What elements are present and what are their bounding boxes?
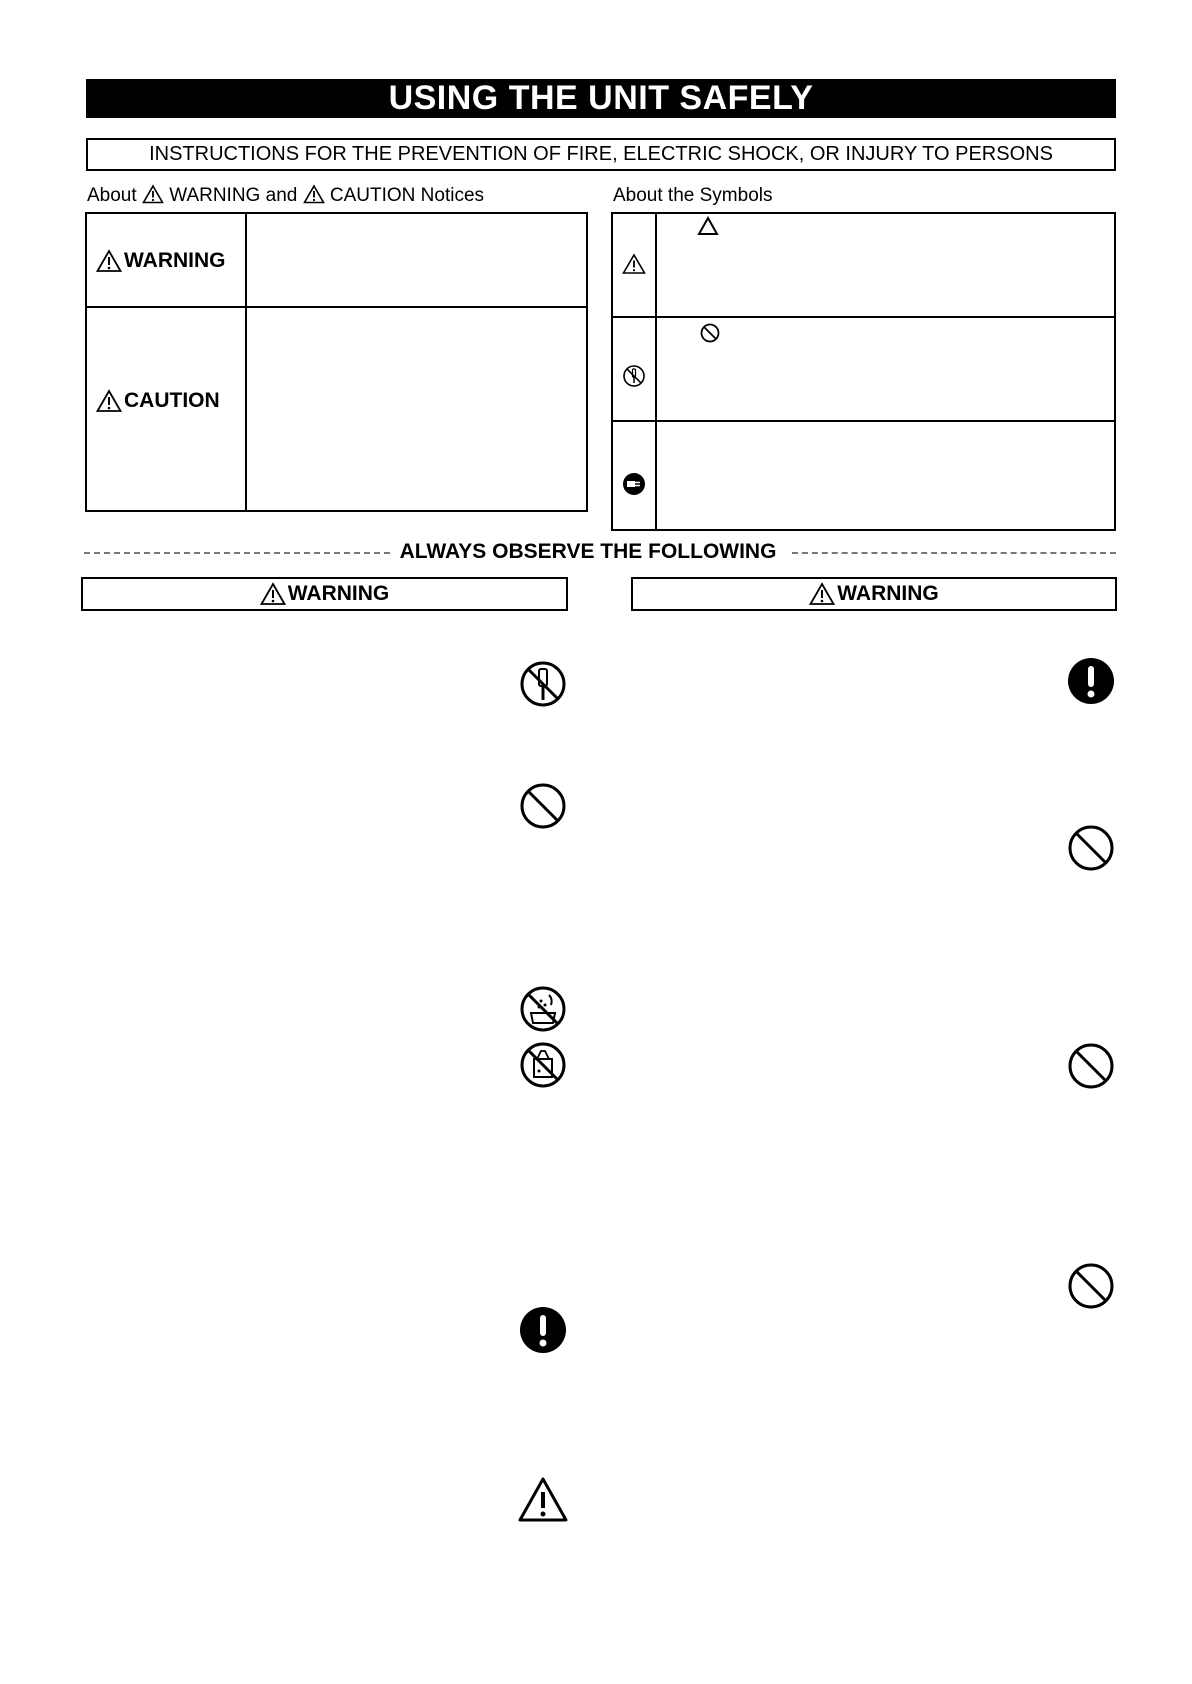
prohibited-icon (1067, 824, 1115, 872)
no-disassemble-small-icon (622, 364, 646, 388)
mandatory-exclamation-icon (1067, 657, 1115, 705)
prohibited-icon (519, 782, 567, 830)
caption-about: About (87, 185, 137, 206)
unplug-icon (622, 472, 646, 496)
notices-warning-cell (96, 248, 226, 274)
no-liquid-containers-icon (519, 1041, 567, 1089)
warning-triangle-icon (142, 184, 164, 204)
caption-notices: Notices (420, 185, 485, 206)
notices-caution-label: CAUTION (124, 389, 220, 412)
notices-caution-cell (96, 388, 220, 414)
symbols-caption: About the Symbols (613, 185, 773, 206)
caution-triangle-icon (303, 184, 325, 204)
warning-triangle-icon (809, 582, 835, 606)
no-water-splash-icon (519, 985, 567, 1033)
mandatory-exclamation-icon (519, 1306, 567, 1354)
page-title: USING THE UNIT SAFELY (86, 79, 1116, 118)
small-triangle-icon (697, 215, 719, 237)
right-warning-label: WARNING (837, 582, 939, 605)
caution-triangle-icon (96, 389, 122, 413)
prohibited-icon (1067, 1262, 1115, 1310)
caution-triangle-icon (517, 1476, 569, 1524)
attention-triangle-icon (622, 253, 646, 275)
warning-triangle-icon (260, 582, 286, 606)
caption-and: and (265, 185, 298, 206)
warning-triangle-icon (96, 249, 122, 273)
notices-caption (87, 184, 484, 207)
no-disassemble-icon (519, 660, 567, 708)
caption-caution: CAUTION (329, 185, 416, 206)
symbols-divider-v (655, 212, 657, 531)
page-subtitle: INSTRUCTIONS FOR THE PREVENTION OF FIRE, ELECTRIC SHOCK, OR INJURY TO PERSONS (86, 138, 1116, 171)
notices-warning-label: WARNING (124, 249, 226, 272)
notices-divider-h (85, 306, 588, 308)
right-warning-header (631, 577, 1117, 611)
symbols-table (611, 212, 1116, 531)
symbols-divider-h1 (611, 316, 1116, 318)
caption-warning: WARNING (169, 185, 261, 206)
always-observe-heading: ALWAYS OBSERVE THE FOLLOWING (399, 540, 777, 563)
left-warning-header (81, 577, 568, 611)
symbols-divider-h2 (611, 420, 1116, 422)
divider-dash-left (84, 552, 390, 554)
prohibited-icon (1067, 1042, 1115, 1090)
small-prohibited-icon (699, 322, 721, 344)
left-warning-label: WARNING (287, 582, 390, 605)
divider-dash-right (792, 552, 1116, 554)
notices-divider-v (245, 212, 247, 512)
